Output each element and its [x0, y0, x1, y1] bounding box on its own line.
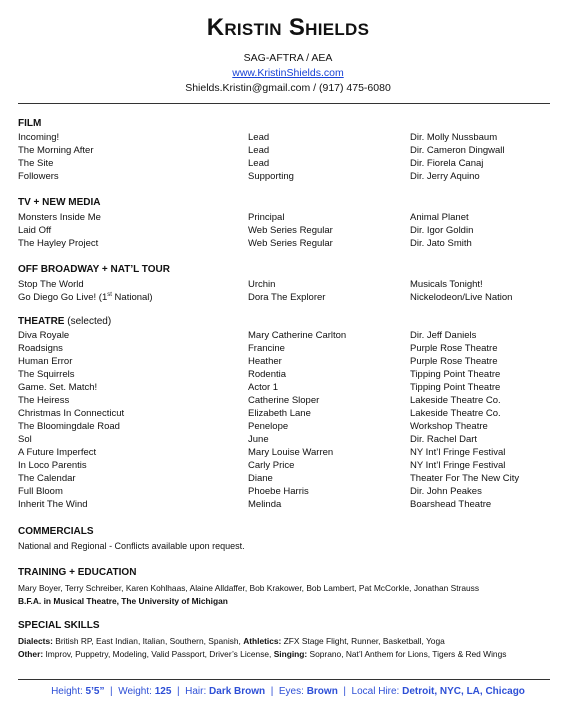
height-label: Height: — [51, 686, 83, 697]
credit-company: Workshop Theatre — [410, 421, 488, 432]
credit-title: The Hayley Project — [18, 238, 99, 249]
hair-value: Dark Brown — [209, 686, 266, 697]
credit-title: Human Error — [18, 356, 73, 367]
credit-role: Lead — [248, 132, 270, 143]
actor-name: Kristin Shields — [206, 14, 370, 41]
credit-role: Carly Price — [248, 460, 295, 471]
credit-row — [0, 433, 576, 446]
credit-row — [0, 381, 576, 394]
credit-role: Elizabeth Lane — [248, 408, 311, 419]
credit-title: Laid Off — [18, 225, 52, 236]
stats-bar: Height: 5’5” | Weight: 125 | Hair: Dark Brown | Eyes: Brown | Local Hire: Detroit, NYC, LA, Chicago — [51, 686, 525, 697]
credit-row — [0, 329, 576, 342]
credit-title: Go Diego Go Live! (1st National) — [18, 291, 153, 303]
credit-role: Penelope — [248, 421, 289, 432]
credit-role: Actor 1 — [248, 382, 279, 393]
local-hire-label: Local Hire: — [351, 686, 400, 697]
eyes-value: Brown — [306, 686, 338, 697]
credit-company: Tipping Point Theatre — [410, 369, 501, 380]
footer-divider — [18, 679, 550, 680]
credit-company: Tipping Point Theatre — [410, 382, 501, 393]
credit-title: Game. Set. Match! — [18, 382, 98, 393]
credit-row — [0, 291, 576, 304]
local-hire-value: Detroit, NYC, LA, Chicago — [402, 686, 525, 697]
credit-company: Purple Rose Theatre — [410, 343, 498, 354]
training-degree: B.F.A. in Musical Theatre, The University of Michigan — [18, 596, 228, 606]
credit-role: Dora The Explorer — [248, 292, 326, 303]
credit-role: Mary Catherine Carlton — [248, 330, 347, 341]
credit-title: Sol — [18, 434, 32, 445]
eyes-label: Eyes: — [278, 686, 304, 697]
credit-title: Stop The World — [18, 279, 84, 290]
credit-title: Inherit The Wind — [18, 499, 88, 510]
credit-company: NY Int’l Fringe Festival — [410, 447, 506, 458]
credit-title: Christmas In Connecticut — [18, 408, 125, 419]
credit-role: Mary Louise Warren — [248, 447, 334, 458]
credit-company: Dir. Fiorela Canaj — [410, 158, 484, 169]
credit-company: Nickelodeon/Live Nation — [410, 292, 513, 303]
website-link[interactable]: www.KristinShields.com — [232, 67, 344, 79]
credit-row — [0, 407, 576, 420]
credit-row — [0, 355, 576, 368]
credit-company: Lakeside Theatre Co. — [410, 395, 501, 406]
credit-role: Rodentia — [248, 369, 287, 380]
credit-row — [0, 131, 576, 144]
credit-row — [0, 368, 576, 381]
credit-title: The Calendar — [18, 473, 76, 484]
credit-row — [0, 485, 576, 498]
contact-info: Shields.Kristin@gmail.com / (917) 475-6080 — [185, 82, 391, 94]
credit-role: June — [248, 434, 269, 445]
credit-company: Dir. Jato Smith — [410, 238, 472, 249]
credit-company: Dir. John Peakes — [410, 486, 482, 497]
height-value: 5’5” — [85, 686, 105, 697]
section-title-commercials: COMMERCIALS — [18, 526, 94, 537]
credit-title: The Bloomingdale Road — [18, 421, 120, 432]
union-affiliations: SAG-AFTRA / AEA — [243, 52, 333, 64]
theatre-note: (selected) — [67, 316, 112, 327]
credit-role: Web Series Regular — [248, 238, 333, 249]
credit-row — [0, 237, 576, 250]
credit-role: Principal — [248, 212, 285, 223]
credit-row — [0, 420, 576, 433]
credit-row — [0, 342, 576, 355]
section-title-tv: TV + NEW MEDIA — [18, 197, 101, 208]
credit-role: Francine — [248, 343, 285, 354]
credit-company: Lakeside Theatre Co. — [410, 408, 501, 419]
credit-company: Boarshead Theatre — [410, 499, 492, 510]
credit-company: Dir. Igor Goldin — [410, 225, 474, 236]
credit-role: Catherine Sloper — [248, 395, 320, 406]
section-title-skills: SPECIAL SKILLS — [18, 620, 100, 631]
credit-row — [0, 278, 576, 291]
skills-dialects-line: Dialects: British RP, East Indian, Italian, Southern, Spanish, Athletics: ZFX Stage Flight, Runner, Basketball, Yoga — [18, 636, 445, 646]
credit-role: Web Series Regular — [248, 225, 333, 236]
credit-title: Diva Royale — [18, 330, 70, 341]
credit-title: Roadsigns — [18, 343, 63, 354]
section-title-training: TRAINING + EDUCATION — [18, 567, 137, 578]
credit-title: The Site — [18, 158, 54, 169]
credit-title: The Heiress — [18, 395, 70, 406]
credit-role: Heather — [248, 356, 282, 367]
credit-company: Animal Planet — [410, 212, 469, 223]
credit-company: Dir. Molly Nussbaum — [410, 132, 498, 143]
skills-other-line: Other: Improv, Puppetry, Modeling, Valid Passport, Driver’s License, Singing: Soprano, Nat’l Anthem for Lions, Tigers & Red Wings — [18, 649, 507, 659]
weight-value: 125 — [154, 686, 172, 697]
credit-role: Phoebe Harris — [248, 486, 309, 497]
credit-row — [0, 170, 576, 183]
credit-company: NY Int’l Fringe Festival — [410, 460, 506, 471]
credit-row — [0, 144, 576, 157]
credit-company: Theater For The New City — [410, 473, 520, 484]
credit-company: Dir. Cameron Dingwall — [410, 145, 505, 156]
credit-title: A Future Imperfect — [18, 447, 97, 458]
credit-row — [0, 472, 576, 485]
credit-row — [0, 157, 576, 170]
credit-row — [0, 211, 576, 224]
weight-label: Weight: — [118, 686, 152, 697]
credit-title: Followers — [18, 171, 59, 182]
credit-title: The Morning After — [18, 145, 94, 156]
credit-row — [0, 446, 576, 459]
credit-row — [0, 224, 576, 237]
credit-company: Dir. Jeff Daniels — [410, 330, 477, 341]
credit-company: Musicals Tonight! — [410, 279, 483, 290]
credit-title: The Squirrels — [18, 369, 75, 380]
credit-role: Supporting — [248, 171, 294, 182]
credit-role: Urchin — [248, 279, 276, 290]
credit-title: Full Bloom — [18, 486, 63, 497]
credit-role: Lead — [248, 158, 270, 169]
credit-role: Lead — [248, 145, 270, 156]
credit-company: Dir. Jerry Aquino — [410, 171, 480, 182]
credit-title: Monsters Inside Me — [18, 212, 101, 223]
section-title-film: FILM — [18, 118, 42, 129]
credit-company: Dir. Rachel Dart — [410, 434, 478, 445]
credit-row — [0, 394, 576, 407]
header-divider — [18, 103, 550, 104]
section-title-theatre: THEATRE (selected) — [18, 316, 112, 327]
hair-label: Hair: — [185, 686, 207, 697]
training-teachers: Mary Boyer, Terry Schreiber, Karen Kohlhaas, Alaine Alldaffer, Bob Krakower, Bob Lambert, Pat McCorkle, Jonathan Strauss — [18, 583, 480, 593]
commercials-text: National and Regional - Conflicts available upon request. — [18, 541, 245, 551]
credit-company: Purple Rose Theatre — [410, 356, 498, 367]
credit-row — [0, 459, 576, 472]
credit-role: Diane — [248, 473, 273, 484]
section-title-offbroadway: OFF BROADWAY + NAT’L TOUR — [18, 264, 170, 275]
credit-row — [0, 498, 576, 511]
credit-title: Incoming! — [18, 132, 60, 143]
credit-role: Melinda — [248, 499, 282, 510]
credit-title: In Loco Parentis — [18, 460, 87, 471]
